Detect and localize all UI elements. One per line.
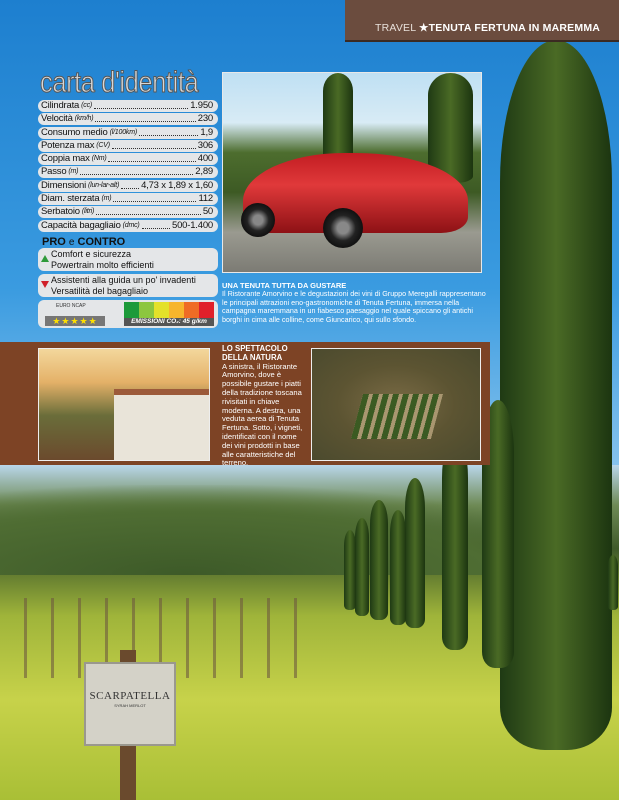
spec-row [38, 100, 218, 112]
leader-dots [108, 153, 195, 162]
cypress-tree [442, 435, 468, 650]
spec-row [38, 127, 218, 139]
spec-label: Cilindrata [41, 100, 80, 111]
caption-text: A sinistra, il Ristorante Amorvino, dove è possibile gustare i piatti della tradizione toscana rivisitati in chiave moderna. A destra, una veduta aerea di Tenuta Fertuna. Sotto, i vigneti, identificati con il nome dei vini prodotti in base alle caratteristiche del terreno. [222, 361, 303, 468]
leader-dots [95, 113, 195, 122]
spec-value: 500-1.400 [172, 219, 213, 231]
spec-value: 400 [197, 153, 213, 165]
spec-row [38, 220, 218, 232]
cypress-tree [323, 73, 353, 163]
contro-item: Versatilità del bagagliaio [51, 285, 149, 296]
article-title: TENUTA FERTUNA IN MAREMMA [428, 22, 601, 34]
euro-ncap-logo: EURO NCAP [56, 303, 86, 309]
spec-table [38, 100, 218, 233]
star-icon: ★ [419, 22, 429, 34]
pro-box [38, 248, 218, 271]
spec-value: 4,73 x 1,89 x 1,60 [141, 179, 213, 191]
spec-label: Diam. sterzata [41, 193, 100, 205]
spec-label: Potenza max [41, 139, 95, 151]
up-triangle-icon [41, 255, 49, 262]
leader-dots [112, 140, 196, 149]
spec-row [38, 153, 218, 165]
cypress-tree [405, 478, 425, 628]
building [114, 389, 210, 461]
pro-item: Powertrain molto efficienti [51, 259, 154, 270]
spec-value: 1.950 [190, 100, 213, 111]
spec-label: Capacità bagagliaio [41, 219, 121, 231]
contro-box [38, 274, 218, 297]
cypress-tree [370, 500, 388, 620]
spec-label: Consumo medio [41, 126, 108, 138]
spec-unit: (dmc) [122, 221, 140, 229]
spec-unit: (l/100km) [109, 128, 137, 136]
spec-row [38, 166, 218, 178]
nature-caption [222, 345, 308, 468]
emissions-gauge [124, 302, 214, 326]
section-label: TRAVEL [375, 22, 416, 34]
spec-row [38, 206, 218, 218]
garden [351, 394, 443, 439]
car-caption [222, 282, 487, 324]
leader-dots [96, 206, 201, 215]
contro-item: Assistenti alla guida un po' invadenti [51, 275, 196, 285]
emissions-label: EMISSIONI CO₂: 45 g/km [124, 318, 214, 326]
spec-value: 230 [197, 113, 213, 125]
spec-unit: (CV) [96, 141, 110, 149]
caption-title: UNA TENUTA TUTTA DA GUSTARE [222, 281, 347, 290]
spec-value: 112 [198, 193, 213, 205]
spec-unit: (cc) [81, 102, 93, 109]
spec-unit: (lun-lar-alt) [88, 181, 120, 189]
spec-unit: (km/h) [74, 115, 94, 123]
spec-value: 306 [197, 139, 213, 151]
leader-dots [139, 127, 198, 136]
sign-subtitle: SYRAH MERLOT [114, 703, 146, 708]
ncap-stars: ★★★★★ [45, 316, 105, 326]
pro-item: Comfort e sicurezza [51, 249, 132, 259]
down-triangle-icon [41, 281, 49, 288]
cypress-tree [390, 510, 406, 625]
leader-dots [113, 193, 196, 202]
pro-contro-title: PRO e CONTRO [42, 236, 126, 248]
cypress-tree [500, 40, 612, 750]
section-header [345, 0, 619, 42]
cypress-tree [355, 518, 369, 616]
spec-row [38, 140, 218, 152]
car-photo [222, 72, 482, 273]
restaurant-photo [38, 348, 210, 461]
spec-value: 50 [202, 206, 213, 218]
spec-label: Coppia max [41, 153, 90, 165]
spec-label: Velocità [41, 113, 73, 125]
spec-value: 2,89 [195, 166, 213, 178]
spec-unit: (m) [101, 195, 112, 203]
leader-dots [80, 166, 193, 175]
cypress-tree [344, 530, 356, 610]
vineyard-sign [84, 662, 176, 746]
caption-text: Il Ristorante Amorvino e le degustazioni dei vini di Gruppo Meregalli rappresentano le principali attrazioni eno-gastronomiche di Tenuta Fertuna, immersa nella campagna maremmana in un fiabesco paesaggio nel quale spiccano gli antichi borghi in cima alle colline, come Giuncarico, qui sullo sfondo. [222, 289, 486, 324]
leader-dots [121, 180, 139, 189]
spec-label: Serbatoio [41, 206, 80, 218]
aerial-estate-photo [311, 348, 481, 461]
ratings-box [38, 300, 218, 328]
spec-row [38, 193, 218, 205]
leader-dots [94, 100, 188, 109]
caption-title: LO SPETTACOLO DELLA NATURA [222, 344, 288, 362]
sign-name: SCARPATELLA [89, 690, 171, 702]
spec-row [38, 180, 218, 192]
spec-value: 1,9 [200, 126, 213, 138]
spec-card-title: carta d'identità [40, 66, 199, 99]
spec-row [38, 113, 218, 125]
cypress-tree [608, 555, 618, 610]
wheel [323, 208, 363, 248]
spec-unit: (litri) [81, 208, 95, 216]
spec-unit: (Nm) [91, 155, 107, 163]
wheel [241, 203, 275, 237]
spec-label: Passo [41, 166, 67, 178]
leader-dots [142, 220, 170, 229]
spec-label: Dimensioni [41, 179, 86, 191]
spec-unit: (m) [68, 168, 79, 176]
